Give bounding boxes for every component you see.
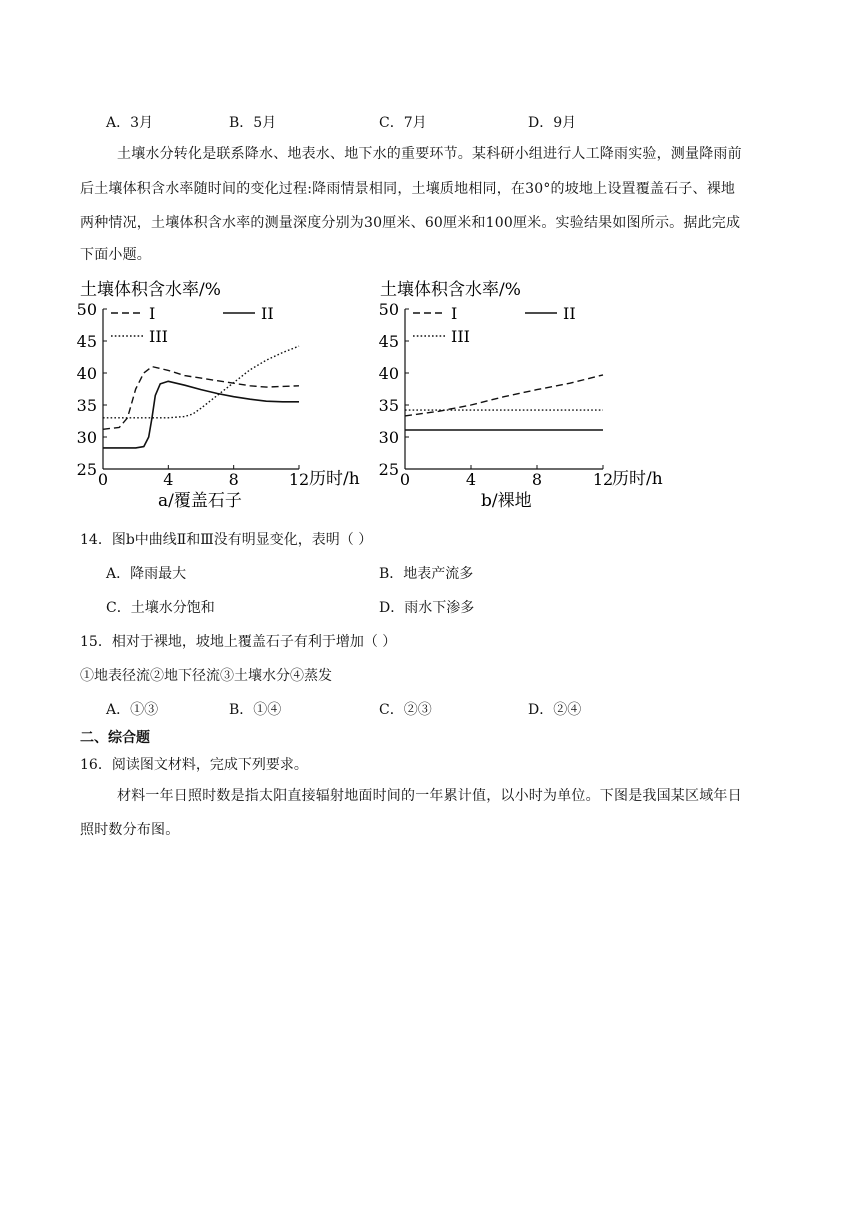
q16-material-line-1: 材料一年日照时数是指太阳直接辐射地面时间的一年累计值，以小时为单位。下图是我国某区域年日 [117,788,742,804]
chart-b-xlabel: 历时/h [612,469,663,489]
chart-a-ytick-label: 40 [76,364,97,383]
chart-a-legend-label-iii: III [149,327,168,346]
q13-option-b: B．5月 [229,115,277,131]
q14-option-c: C．土壤水分饱和 [106,600,215,616]
chart-a-legend-label-ii: II [261,304,274,323]
chart-a-ytick-label: 35 [76,396,97,415]
chart-a-xlabel: 历时/h [309,469,360,489]
chart-b-ytick-label: 35 [378,396,399,415]
chart-b-xtick-label: 8 [531,470,543,489]
chart-a-xtick-label: 12 [288,470,310,489]
q14-option-a: A．降雨最大 [106,566,187,582]
q14-option-b: B．地表产流多 [379,566,474,582]
chart-a-legend-label-i: I [149,304,156,323]
passage-line-3: 两种情况，土壤体积含水率的测量深度分别为30厘米、60厘米和100厘米。实验结果如图所示。据此完成 [80,215,741,231]
chart-b-legend-label-ii: II [563,304,576,323]
q13-option-c: C．7月 [379,115,427,131]
q13-option-d: D．9月 [528,115,577,131]
chart-b [379,280,663,511]
chart-b-ylabel: 土壤体积含水率/% [380,280,521,300]
chart-a-xtick-label: 0 [97,470,109,489]
chart-b-ytick-label: 30 [378,428,399,447]
chart-b-ytick-label: 45 [378,332,399,351]
q15-items: ①地表径流②地下径流③土壤水分④蒸发 [80,668,332,684]
q15-option-c: C．②③ [379,702,432,718]
passage-line-4: 下面小题。 [80,247,151,263]
chart-a [77,280,360,511]
chart-b-legend-label-i: I [451,304,458,323]
q14-option-d: D．雨水下渗多 [379,600,475,616]
chart-a-title: a/覆盖石子 [158,491,242,511]
passage-line-2: 后土壤体积含水率随时间的变化过程:降雨情景相同，土壤质地相同，在30°的坡地上设置覆盖石子、裸地 [80,181,736,197]
q16-material-line-2: 照时数分布图。 [80,822,180,838]
passage-line-1: 土壤水分转化是联系降水、地表水、地下水的重要环节。某科研小组进行人工降雨实验，测量降雨前 [117,146,742,162]
chart-b-xtick-label: 4 [465,470,477,489]
chart-b-ytick-label: 25 [378,460,399,479]
chart-a-series-i [103,367,299,430]
q16-stem: 16．阅读图文材料，完成下列要求。 [80,757,308,773]
chart-a-xtick-label: 4 [163,470,174,489]
chart-a-ytick-label: 25 [76,460,97,479]
chart-b-xtick-label: 0 [399,470,411,489]
chart-b-legend-label-iii: III [451,327,470,346]
chart-b-title: b/裸地 [481,491,532,511]
q13-option-a: A．3月 [106,115,154,131]
chart-a-ytick-label: 45 [76,332,97,351]
chart-a-ytick-label: 50 [76,300,97,319]
chart-a-series-iii [103,346,299,418]
chart-a-ylabel: 土壤体积含水率/% [80,280,221,300]
chart-b-ytick-label: 40 [378,364,399,383]
chart-b-xtick-label: 12 [592,470,614,489]
q15-option-a: A．①③ [106,702,159,718]
figure-soil-moisture [0,270,860,520]
chart-a-ytick-label: 30 [76,428,97,447]
q14-stem: 14．图b中曲线Ⅱ和Ⅲ没有明显变化，表明（ ） [80,532,373,548]
chart-a-series-ii [103,381,299,448]
chart-a-xtick-label: 8 [228,470,239,489]
q15-option-b: B．①④ [229,702,282,718]
q15-option-d: D．②④ [528,702,582,718]
section-heading: 二、综合题 [80,730,150,746]
chart-b-ytick-label: 50 [378,300,399,319]
q15-stem: 15．相对于裸地，坡地上覆盖石子有利于增加（ ） [80,634,397,650]
